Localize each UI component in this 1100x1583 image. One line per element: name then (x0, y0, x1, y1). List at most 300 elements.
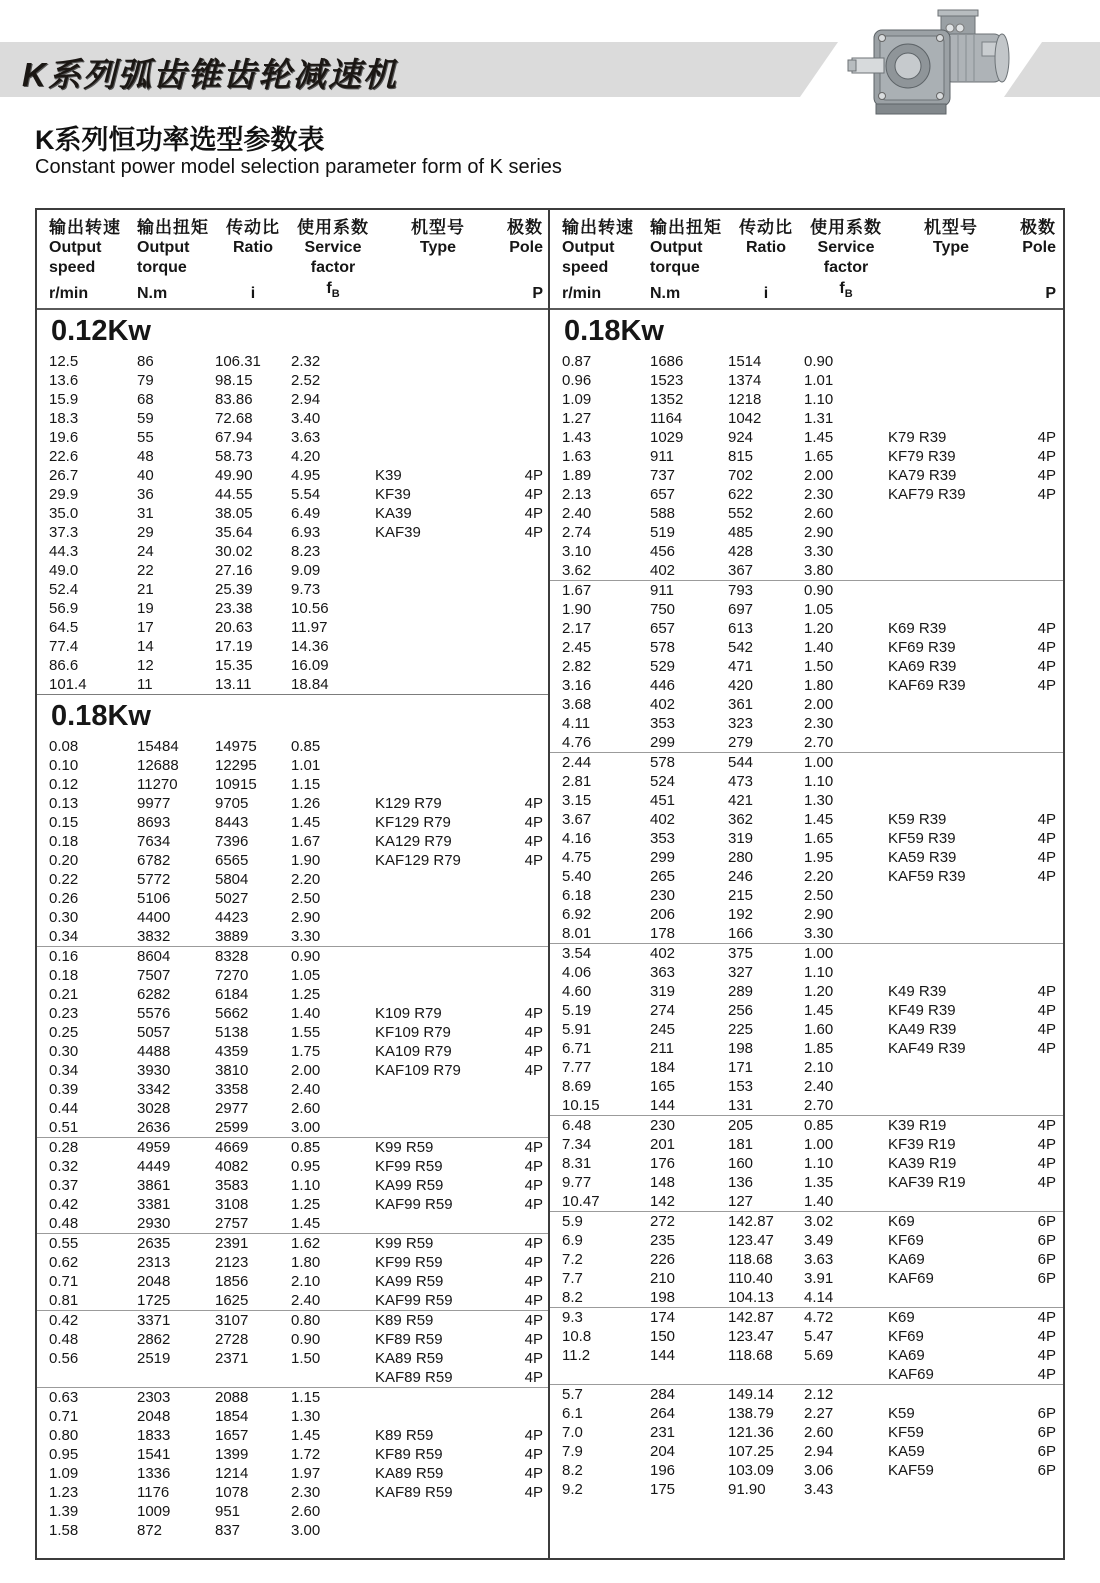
cell-ratio: 5804 (215, 871, 249, 888)
cell-service-factor: 4.95 (291, 467, 321, 484)
cell-output-speed: 37.3 (49, 524, 79, 541)
cell-output-torque: 7634 (137, 833, 171, 850)
cell-pole: 4P (524, 1273, 543, 1290)
header-col-factor (291, 218, 375, 308)
cell-service-factor: 4.14 (804, 1289, 834, 1306)
cell-output-torque: 4488 (137, 1043, 171, 1060)
cell-output-torque: 36 (137, 486, 154, 503)
cell-output-torque: 3371 (137, 1312, 171, 1329)
table-row (37, 1042, 548, 1061)
cell-type: K129 R79 (375, 795, 442, 812)
cell-type: KF69 (888, 1232, 924, 1249)
cell-output-speed: 0.63 (49, 1389, 79, 1406)
table-row (550, 905, 1063, 924)
table-row (550, 1269, 1063, 1288)
cell-ratio: 421 (728, 792, 754, 809)
cell-type (375, 1388, 501, 1407)
cell-output-speed: 52.4 (49, 581, 79, 598)
cell-service-factor: 0.90 (291, 1331, 321, 1348)
cell-output-speed: 5.40 (562, 868, 592, 885)
cell-ratio: 542 (728, 639, 754, 656)
table-row (37, 466, 548, 485)
cell-service-factor: 1.10 (804, 391, 834, 408)
cell-service-factor: 2.94 (291, 391, 321, 408)
cell-pole: 4P (524, 1024, 543, 1041)
cell-pole (501, 580, 549, 599)
cell-type (375, 1502, 501, 1521)
header-en-factor-0: Service (304, 239, 362, 256)
header-en-torque-1: torque (137, 259, 187, 276)
table-row (37, 1349, 548, 1368)
cell-output-torque: 174 (650, 1309, 676, 1326)
cell-type (375, 542, 501, 561)
cell-output-speed: 0.39 (49, 1081, 79, 1098)
table-right-half (550, 210, 1063, 1558)
cell-pole: 4P (1037, 486, 1056, 503)
header-col-pole (501, 218, 549, 308)
column-header (550, 210, 1063, 310)
cell-service-factor: 1.55 (291, 1024, 321, 1041)
cell-service-factor: 2.10 (804, 1059, 834, 1076)
table-row (550, 1212, 1063, 1231)
cell-type: KAF79 R39 (888, 486, 966, 503)
header-unit-speed: r/min (49, 285, 89, 302)
cell-type: KF129 R79 (375, 814, 451, 831)
cell-pole: 4P (524, 1062, 543, 1079)
cell-type (375, 908, 501, 927)
cell-pole (501, 1118, 549, 1137)
cell-type: KF89 R59 (375, 1446, 443, 1463)
table-row (37, 561, 548, 580)
cell-pole (501, 656, 549, 675)
cell-service-factor: 1.45 (804, 429, 834, 446)
cell-type (375, 371, 501, 390)
cell-output-speed: 0.16 (49, 948, 79, 965)
cell-output-speed: 18.3 (49, 410, 79, 427)
header-col-factor (804, 218, 888, 308)
row-group (550, 352, 1063, 580)
cell-ratio: 8328 (215, 948, 249, 965)
cell-ratio: 1218 (728, 391, 762, 408)
cell-type (888, 1385, 1014, 1404)
cell-pole (501, 966, 549, 985)
header-unit-factor: $f_B$ (839, 279, 853, 300)
cell-type: KF69 R39 (888, 639, 956, 656)
cell-ratio: 153 (728, 1078, 754, 1095)
cell-output-torque: 3381 (137, 1196, 171, 1213)
cell-pole: 6P (1037, 1232, 1056, 1249)
table-row (37, 485, 548, 504)
cell-ratio: 110.40 (728, 1270, 773, 1287)
cell-service-factor: 9.09 (291, 562, 321, 579)
cell-type: KF49 R39 (888, 1002, 956, 1019)
cell-output-speed: 0.95 (49, 1446, 79, 1463)
cell-type (375, 966, 501, 985)
cell-ratio: 123.47 (728, 1232, 774, 1249)
cell-output-torque: 299 (650, 849, 676, 866)
table-row (550, 810, 1063, 829)
header-en-ratio-0: Ratio (233, 239, 273, 256)
header-zh-type: 机型号 (924, 218, 978, 237)
cell-ratio: 138.79 (728, 1405, 774, 1422)
cell-output-torque: 872 (137, 1522, 163, 1539)
cell-type: KA99 R59 (375, 1273, 444, 1290)
cell-output-speed: 1.39 (49, 1503, 79, 1520)
cell-output-speed: 0.08 (49, 738, 79, 755)
cell-output-speed: 0.48 (49, 1215, 79, 1232)
cell-ratio: 166 (728, 925, 754, 942)
table-row (550, 1096, 1063, 1115)
cell-output-torque: 235 (650, 1232, 676, 1249)
cell-output-speed: 2.44 (562, 754, 592, 771)
cell-type: KAF89 R59 (375, 1369, 453, 1386)
cell-output-speed: 86.6 (49, 657, 79, 674)
cell-type: K39 (375, 467, 402, 484)
cell-pole (1014, 753, 1062, 772)
cell-output-speed: 22.6 (49, 448, 79, 465)
cell-ratio (215, 1368, 291, 1387)
cell-output-torque: 353 (650, 715, 676, 732)
cell-pole (1014, 1058, 1062, 1077)
cell-output-speed: 0.28 (49, 1139, 79, 1156)
header-unit-ratio: i (250, 285, 256, 302)
cell-output-speed: 0.71 (49, 1273, 79, 1290)
cell-service-factor: 1.65 (804, 448, 834, 465)
cell-output-torque: 284 (650, 1386, 676, 1403)
cell-type: KAF99 R59 (375, 1196, 453, 1213)
cell-pole (501, 1099, 549, 1118)
cell-type (888, 523, 1014, 542)
cell-pole: 4P (524, 1427, 543, 1444)
cell-service-factor: 1.20 (804, 620, 834, 637)
cell-output-speed: 6.18 (562, 887, 592, 904)
cell-output-torque: 7507 (137, 967, 171, 984)
cell-pole (1014, 523, 1062, 542)
cell-ratio: 25.39 (215, 581, 253, 598)
cell-type (888, 504, 1014, 523)
cell-output-torque: 272 (650, 1213, 676, 1230)
cell-service-factor: 3.63 (291, 429, 321, 446)
cell-output-speed: 2.74 (562, 524, 592, 541)
cell-output-torque: 911 (650, 582, 674, 599)
cell-output-torque: 299 (650, 734, 676, 751)
cell-service-factor: 1.75 (291, 1043, 321, 1060)
cell-output-torque: 3832 (137, 928, 171, 945)
cell-service-factor: 1.67 (291, 833, 321, 850)
cell-service-factor: 14.36 (291, 638, 329, 655)
cell-output-torque: 29 (137, 524, 154, 541)
cell-type: KA79 R39 (888, 467, 957, 484)
cell-pole: 4P (1037, 1155, 1056, 1172)
table-row (37, 371, 548, 390)
cell-ratio: 20.63 (215, 619, 253, 636)
cell-output-torque: 48 (137, 448, 154, 465)
table-row (37, 1004, 548, 1023)
cell-output-torque: 1352 (650, 391, 684, 408)
row-group (37, 737, 548, 946)
cell-output-speed: 5.19 (562, 1002, 592, 1019)
cell-type (375, 580, 501, 599)
cell-output-torque: 206 (650, 906, 676, 923)
table-row (37, 966, 548, 985)
cell-service-factor: 1.90 (291, 852, 321, 869)
cell-type (375, 637, 501, 656)
table-row (37, 409, 548, 428)
cell-type: KA99 R59 (375, 1177, 444, 1194)
table-row (37, 523, 548, 542)
cell-type: KF99 R59 (375, 1158, 443, 1175)
cell-pole (501, 775, 549, 794)
cell-output-speed: 6.71 (562, 1040, 592, 1057)
cell-output-torque: 524 (650, 773, 676, 790)
cell-ratio: 327 (728, 964, 754, 981)
cell-type: K39 R19 (888, 1117, 947, 1134)
table-row (37, 352, 548, 371)
cell-output-speed (562, 1365, 650, 1384)
cell-type: KAF69 R39 (888, 677, 966, 694)
cell-type (888, 561, 1014, 580)
header-en-type-0: Type (932, 239, 970, 256)
cell-output-speed: 0.48 (49, 1331, 79, 1348)
cell-output-speed: 35.0 (49, 505, 79, 522)
cell-pole: 4P (524, 1139, 543, 1156)
cell-pole: 4P (524, 1005, 543, 1022)
cell-pole (1014, 772, 1062, 791)
table-row (37, 1388, 548, 1407)
cell-output-torque: 3342 (137, 1081, 171, 1098)
cell-service-factor: 2.30 (291, 1484, 321, 1501)
cell-pole (501, 870, 549, 889)
cell-output-speed: 5.9 (562, 1213, 583, 1230)
cell-output-torque: 68 (137, 391, 154, 408)
cell-output-torque: 3930 (137, 1062, 171, 1079)
header-col-speed (49, 218, 137, 308)
cell-ratio: 361 (728, 696, 754, 713)
cell-output-torque: 79 (137, 372, 154, 389)
cell-service-factor: 1.60 (804, 1021, 834, 1038)
cell-pole: 6P (1037, 1270, 1056, 1287)
cell-service-factor: 4.72 (804, 1309, 834, 1326)
cell-pole: 4P (1037, 1002, 1056, 1019)
cell-output-torque: 3028 (137, 1100, 171, 1117)
cell-ratio: 5027 (215, 890, 249, 907)
cell-ratio: 1625 (215, 1292, 249, 1309)
table-row (37, 1311, 548, 1330)
cell-pole (1014, 390, 1062, 409)
cell-ratio: 123.47 (728, 1328, 774, 1345)
cell-output-speed: 0.34 (49, 928, 79, 945)
cell-output-speed: 10.8 (562, 1328, 592, 1345)
row-group (37, 352, 548, 694)
cell-service-factor: 4.20 (291, 448, 321, 465)
cell-output-speed: 8.2 (562, 1289, 583, 1306)
cell-ratio: 149.14 (728, 1386, 774, 1403)
cell-pole (1014, 733, 1062, 752)
cell-ratio: 485 (728, 524, 754, 541)
table-row (550, 581, 1063, 600)
header-unit-ratio: i (763, 285, 769, 302)
cell-ratio: 471 (728, 658, 754, 675)
row-group (37, 1387, 548, 1540)
cell-service-factor: 5.47 (804, 1328, 834, 1345)
cell-output-torque: 265 (650, 868, 676, 885)
cell-pole (501, 1214, 549, 1233)
cell-output-speed: 0.20 (49, 852, 79, 869)
cell-output-torque: 55 (137, 429, 154, 446)
power-section (550, 310, 1063, 1499)
cell-ratio: 2599 (215, 1119, 249, 1136)
cell-output-speed: 6.92 (562, 906, 592, 923)
cell-pole: 4P (1037, 448, 1056, 465)
cell-ratio: 246 (728, 868, 754, 885)
table-row (550, 371, 1063, 390)
cell-type (375, 1214, 501, 1233)
table-row (550, 657, 1063, 676)
cell-ratio (728, 1365, 804, 1384)
cell-output-torque: 750 (650, 601, 676, 618)
cell-service-factor: 1.15 (291, 776, 321, 793)
cell-ratio: 72.68 (215, 410, 253, 427)
cell-service-factor: 5.69 (804, 1347, 834, 1364)
cell-output-torque: 142 (650, 1193, 676, 1210)
cell-pole (501, 756, 549, 775)
cell-output-torque: 21 (137, 581, 154, 598)
cell-ratio: 1514 (728, 353, 762, 370)
cell-pole (1014, 409, 1062, 428)
cell-pole (501, 1521, 549, 1540)
cell-service-factor: 1.20 (804, 983, 834, 1000)
cell-type: KA39 (375, 505, 412, 522)
cell-output-speed: 4.06 (562, 964, 592, 981)
cell-output-speed: 1.90 (562, 601, 592, 618)
cell-type: KAF59 R39 (888, 868, 966, 885)
cell-output-speed: 3.15 (562, 792, 592, 809)
cell-output-torque: 737 (650, 467, 676, 484)
cell-service-factor: 1.45 (291, 1215, 321, 1232)
cell-pole: 4P (1037, 1136, 1056, 1153)
cell-pole (1014, 1288, 1062, 1307)
cell-service-factor: 2.60 (804, 1424, 834, 1441)
header-en-speed-0: Output (562, 239, 615, 256)
cell-ratio: 3583 (215, 1177, 249, 1194)
cell-output-torque: 165 (650, 1078, 676, 1095)
cell-output-torque: 5057 (137, 1024, 171, 1041)
row-group (550, 580, 1063, 752)
table-row (550, 733, 1063, 752)
cell-ratio: 4423 (215, 909, 249, 926)
cell-service-factor: 1.40 (804, 1193, 834, 1210)
header-unit-type (375, 304, 501, 308)
table-row (37, 1291, 548, 1310)
cell-ratio: 2391 (215, 1235, 249, 1252)
cell-service-factor: 0.90 (804, 582, 834, 599)
cell-type: KAF39 R19 (888, 1174, 966, 1191)
cell-type: KF109 R79 (375, 1024, 451, 1041)
cell-ratio: 136 (728, 1174, 754, 1191)
cell-ratio: 6565 (215, 852, 249, 869)
cell-output-torque: 196 (650, 1462, 676, 1479)
cell-type (888, 371, 1014, 390)
cell-service-factor: 1.00 (804, 1136, 834, 1153)
cell-output-speed: 49.0 (49, 562, 79, 579)
cell-output-speed: 4.75 (562, 849, 592, 866)
table-row (550, 409, 1063, 428)
cell-pole: 4P (524, 1484, 543, 1501)
cell-pole: 4P (524, 1043, 543, 1060)
cell-type (375, 775, 501, 794)
header-unit-pole: P (532, 285, 543, 302)
cell-type: KF39 R19 (888, 1136, 956, 1153)
header-zh-factor: 使用系数 (810, 218, 882, 237)
cell-output-torque: 2048 (137, 1408, 171, 1425)
header-en-speed-0: Output (49, 239, 102, 256)
cell-output-speed: 5.7 (562, 1386, 583, 1403)
cell-service-factor: 1.40 (291, 1005, 321, 1022)
cell-ratio: 181 (728, 1136, 754, 1153)
cell-output-speed: 0.18 (49, 967, 79, 984)
cell-pole: 4P (1037, 639, 1056, 656)
cell-ratio: 3358 (215, 1081, 249, 1098)
cell-ratio: 697 (728, 601, 754, 618)
cell-service-factor: 0.90 (291, 948, 321, 965)
header-en-pole-0: Pole (1022, 239, 1056, 256)
cell-output-speed: 7.7 (562, 1270, 583, 1287)
cell-pole (1014, 714, 1062, 733)
cell-type: KF99 R59 (375, 1254, 443, 1271)
header-en-factor-1: factor (310, 259, 356, 276)
cell-ratio: 160 (728, 1155, 754, 1172)
cell-type (375, 947, 501, 966)
cell-pole (501, 947, 549, 966)
cell-type: KAF69 (888, 1366, 934, 1383)
header-col-speed (562, 218, 650, 308)
cell-pole: 4P (1037, 1309, 1056, 1326)
cell-type: KA59 (888, 1443, 925, 1460)
table-row (37, 870, 548, 889)
cell-output-speed: 1.43 (562, 429, 592, 446)
cell-output-speed: 15.9 (49, 391, 79, 408)
cell-type (375, 889, 501, 908)
table-body (37, 310, 548, 1540)
cell-ratio: 5662 (215, 1005, 249, 1022)
cell-output-speed: 3.16 (562, 677, 592, 694)
cell-ratio: 225 (728, 1021, 754, 1038)
cell-pole: 4P (524, 1446, 543, 1463)
cell-service-factor: 0.90 (804, 353, 834, 370)
cell-output-speed: 0.32 (49, 1158, 79, 1175)
table-row (550, 1423, 1063, 1442)
cell-output-torque: 19 (137, 600, 154, 617)
cell-pole: 4P (1037, 1040, 1056, 1057)
cell-type (888, 924, 1014, 943)
cell-type: KAF69 (888, 1270, 934, 1287)
cell-output-speed: 0.62 (49, 1254, 79, 1271)
cell-output-torque: 319 (650, 983, 676, 1000)
cell-service-factor: 0.85 (291, 738, 321, 755)
cell-type: KA89 R59 (375, 1465, 444, 1482)
cell-output-speed: 2.40 (562, 505, 592, 522)
table-row (550, 1077, 1063, 1096)
table-row (37, 447, 548, 466)
cell-output-torque: 176 (650, 1155, 676, 1172)
cell-pole: 4P (1037, 429, 1056, 446)
cell-ratio: 5138 (215, 1024, 249, 1041)
cell-type: KAF129 R79 (375, 852, 461, 869)
cell-output-torque: 1541 (137, 1446, 171, 1463)
table-row (37, 1464, 548, 1483)
cell-type (888, 1077, 1014, 1096)
header-col-ratio (215, 218, 291, 308)
